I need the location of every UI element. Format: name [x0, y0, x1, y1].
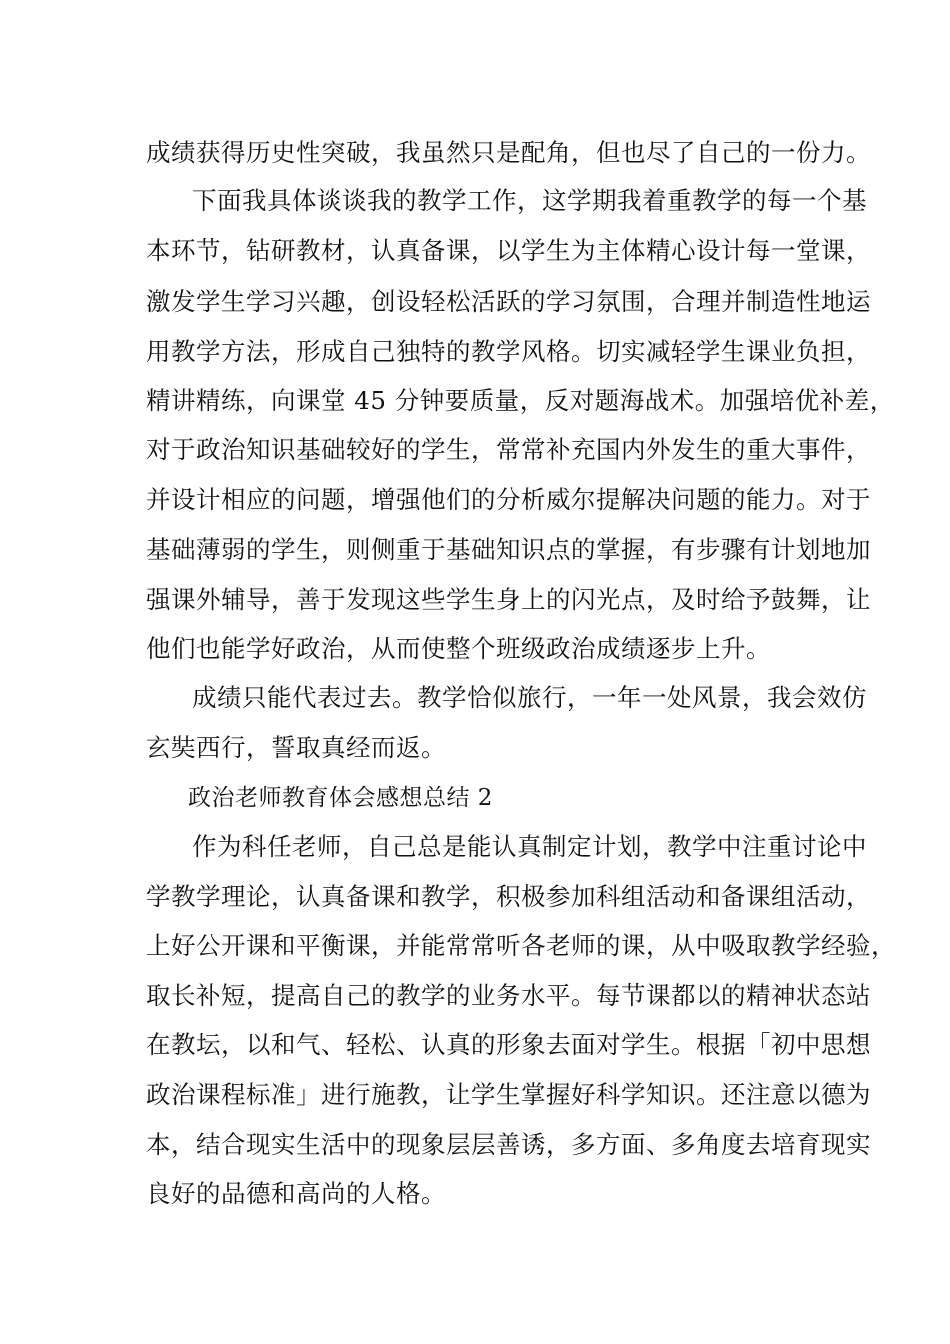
text-line-8: 并设计相应的问题，增强他们的分析威尔提解决问题的能力。对于 [146, 485, 871, 514]
text-line-15: 作为科任老师，自己总是能认真制定计划，教学中注重讨论中 [192, 832, 867, 861]
text-line-9: 基础薄弱的学生，则侧重于基础知识点的掌握，有步骤有计划地加 [146, 535, 871, 564]
text-line-4: 激发学生学习兴趣，创设轻松活跃的学习氛围，合理并制造性地运 [146, 287, 871, 316]
text-line-7: 对于政治知识基础较好的学生，常常补充国内外发生的重大事件， [146, 435, 871, 464]
text-line-11: 他们也能学好政治，从而使整个班级政治成绩逐步上升。 [146, 634, 771, 663]
text-line-1: 成绩获得历史性突破，我虽然只是配角，但也尽了自己的一份力。 [146, 138, 871, 167]
text-line-12: 成绩只能代表过去。教学恰似旅行，一年一处风景，我会效仿 [192, 683, 867, 712]
text-line-18: 取长补短，提高自己的教学的业务水平。每节课都以的精神状态站 [146, 981, 871, 1010]
text-line-2: 下面我具体谈谈我的教学工作，这学期我着重教学的每一个基 [192, 186, 867, 215]
text-line-16: 学教学理论，认真备课和教学，积极参加科组活动和备课组活动， [146, 882, 871, 911]
text-line-13: 玄奘西行，誓取真经而返。 [146, 733, 446, 762]
section-heading: 政治老师教育体会感想总结 2 [188, 785, 493, 811]
text-line-20: 政治课程标准」进行施教，让学生掌握好科学知识。还注意以德为 [146, 1080, 871, 1109]
text-line-5: 用教学方法，形成自己独特的教学风格。切实减轻学生课业负担， [146, 337, 871, 366]
text-line-3: 本环节，钻研教材，认真备课，以学生为主体精心设计每一堂课， [146, 236, 871, 265]
text-line-17: 上好公开课和平衡课，并能常常听各老师的课，从中吸取教学经验， [146, 931, 896, 960]
text-line-10: 强课外辅导，善于发现这些学生身上的闪光点，及时给予鼓舞，让 [146, 585, 871, 614]
text-line-22: 良好的品德和高尚的人格。 [146, 1179, 446, 1208]
text-line-21: 本，结合现实生活中的现象层层善诱，多方面、多角度去培育现实 [146, 1130, 871, 1159]
text-line-6: 精讲精练，向课堂 45 分钟要质量，反对题海战术。加强培优补差， [146, 386, 895, 415]
text-line-19: 在教坛，以和气、轻松、认真的形象去面对学生。根据「初中思想 [146, 1030, 871, 1059]
